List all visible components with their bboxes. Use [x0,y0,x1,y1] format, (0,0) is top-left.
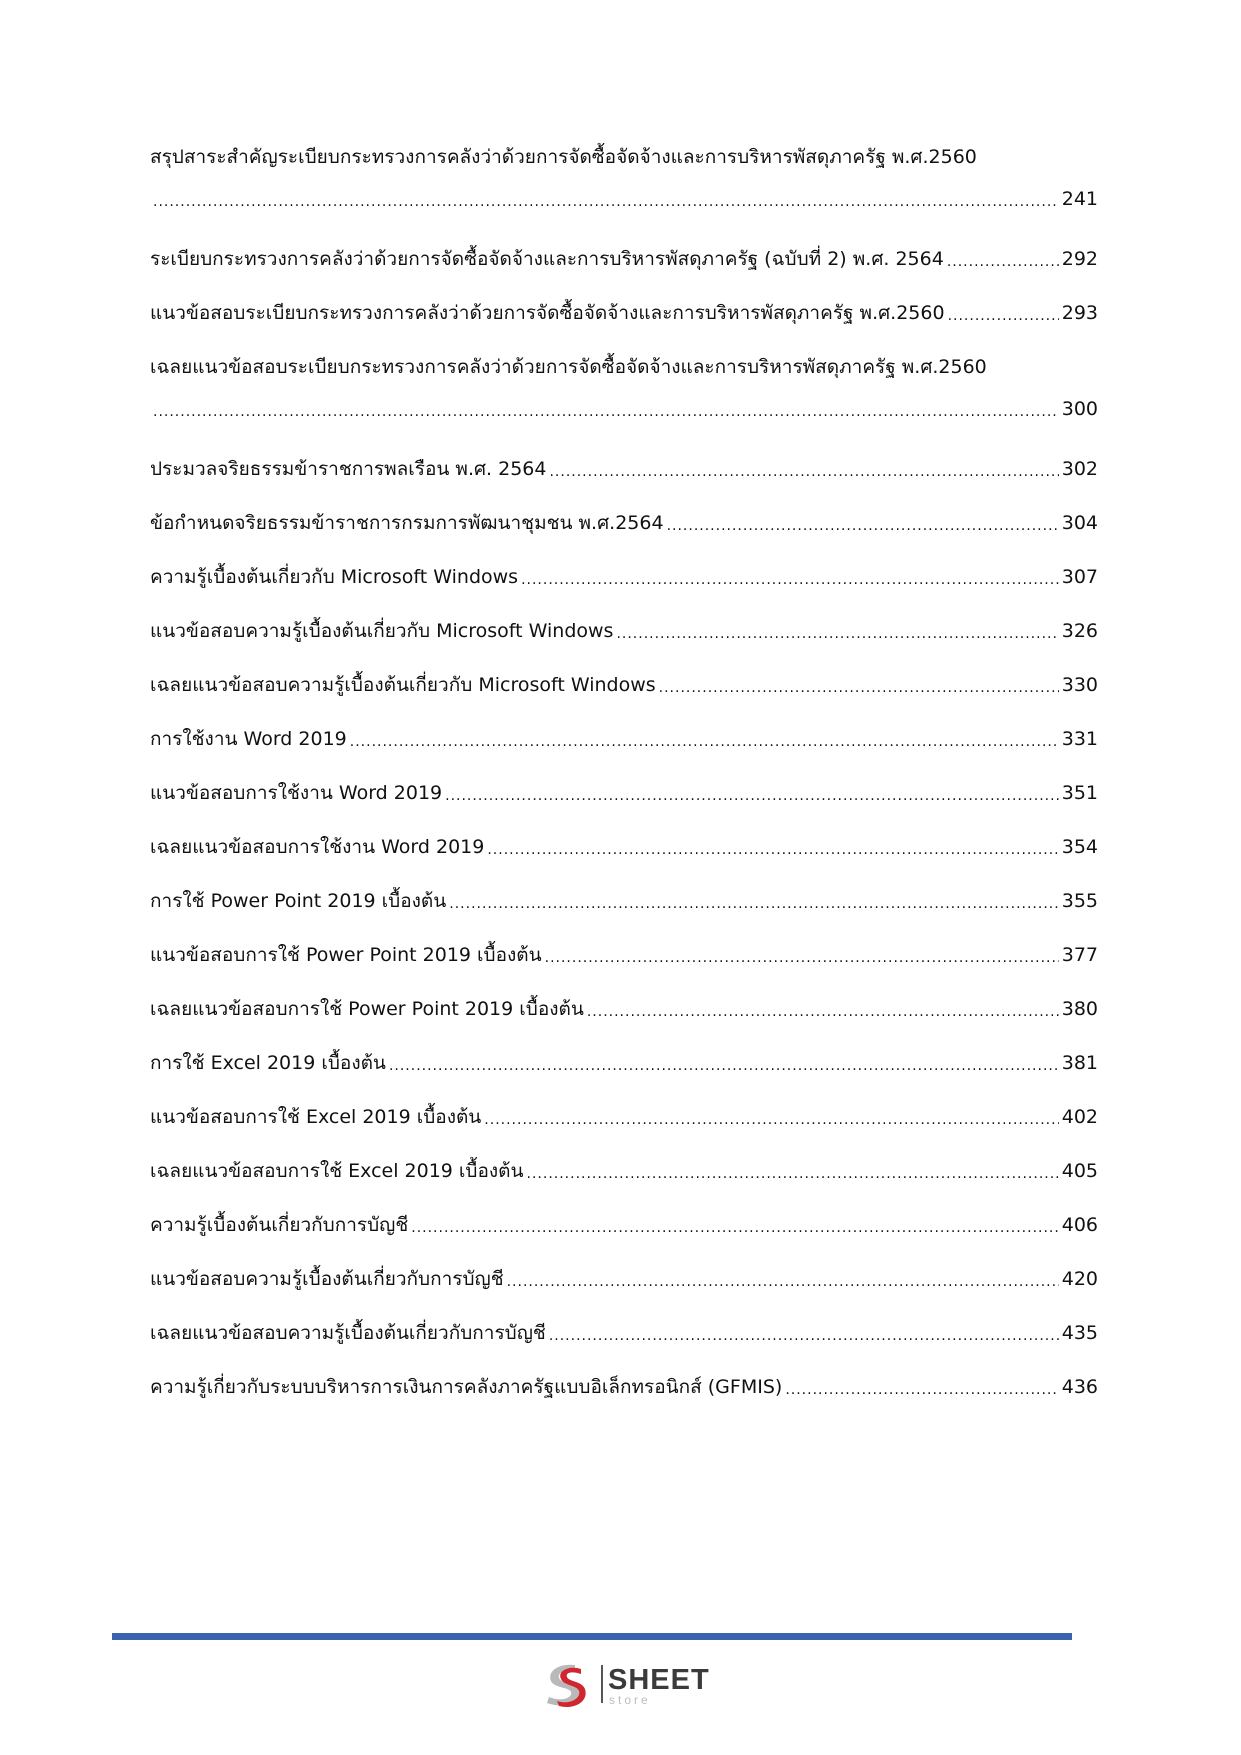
toc-dot-leader [587,1004,1059,1020]
toc-dot-leader [527,1166,1059,1182]
toc-dot-leader [153,404,1059,420]
s-mark-icon [547,1665,586,1707]
toc-page-number: 293 [1061,302,1098,324]
toc-page-number: 307 [1061,566,1098,588]
toc-dot-leader [521,572,1059,588]
toc-entry[interactable] [150,356,1098,420]
toc-page-number: 406 [1061,1214,1098,1236]
toc-entry[interactable] [150,1322,1098,1344]
toc-dot-leader [549,1328,1059,1344]
toc-entry-title: เฉลยแนวข้อสอบการใช้ Power Point 2019 เบื้องต้น [150,998,584,1020]
toc-entry[interactable] [150,674,1098,696]
toc-entry-title: ความรู้เบื้องต้นเกี่ยวกับ Microsoft Windows [150,566,519,588]
toc-page-number: 402 [1061,1106,1098,1128]
toc-entry-title: ระเบียบกระทรวงการคลังว่าด้วยการจัดซื้อจัดจ้างและการบริหารพัสดุภาครัฐ (ฉบับที่ 2) พ.ศ. 2564 [150,248,944,270]
logo-divider [601,1665,603,1703]
toc-entry[interactable] [150,890,1098,912]
toc-entry[interactable] [150,512,1098,534]
footer-rule [112,1633,1072,1640]
toc-entry-title: แนวข้อสอบความรู้เบื้องต้นเกี่ยวกับการบัญชี [150,1268,504,1290]
toc-dot-leader [484,1112,1058,1128]
toc-dot-leader [389,1058,1059,1074]
toc-entry[interactable] [150,458,1098,480]
toc-dot-leader [545,950,1059,966]
toc-entry[interactable] [150,998,1098,1020]
toc-page-number: 435 [1061,1322,1098,1344]
toc-page-number: 354 [1061,836,1098,858]
toc-page-number: 381 [1061,1052,1098,1074]
toc-entry-title: ความรู้เบื้องต้นเกี่ยวกับการบัญชี [150,1214,409,1236]
toc-page-number: 436 [1061,1376,1098,1398]
toc-dot-leader [487,842,1058,858]
toc-entry-title: การใช้งาน Word 2019 [150,728,347,750]
toc-dot-leader [350,734,1059,750]
toc-entry[interactable] [150,1268,1098,1290]
toc-entry[interactable] [150,620,1098,642]
toc-page-number: 380 [1061,998,1098,1020]
toc-dot-leader [948,308,1059,324]
toc-page-number: 241 [1061,188,1098,210]
logo-subtext: store [609,1693,651,1707]
toc-entry[interactable] [150,1106,1098,1128]
toc-entry[interactable] [150,944,1098,966]
toc-entry[interactable] [150,782,1098,804]
toc-entry-title: ความรู้เกี่ยวกับระบบบริหารการเงินการคลังภาครัฐแบบอิเล็กทรอนิกส์ (GFMIS) [150,1376,783,1398]
toc-entry-title: เฉลยแนวข้อสอบระเบียบกระทรวงการคลังว่าด้วยการจัดซื้อจัดจ้างและการบริหารพัสดุภาครัฐ พ.ศ.2560 [150,356,987,378]
toc-entry-title: การใช้ Power Point 2019 เบื้องต้น [150,890,447,912]
toc-dot-leader [549,464,1058,480]
toc-entry-title: แนวข้อสอบการใช้ Excel 2019 เบื้องต้น [150,1106,482,1128]
logo-wordmark: SHEET [608,1664,710,1696]
toc-entry[interactable] [150,566,1098,588]
toc-page-number: 355 [1061,890,1098,912]
toc-dot-leader [153,194,1059,210]
toc-entry-title: เฉลยแนวข้อสอบความรู้เบื้องต้นเกี่ยวกับการบัญชี [150,1322,546,1344]
toc-entry-title: ประมวลจริยธรรมข้าราชการพลเรือน พ.ศ. 2564 [150,458,547,480]
toc-page-number: 292 [1061,248,1098,270]
toc-dot-leader [616,626,1058,642]
toc-entry-title: เฉลยแนวข้อสอบความรู้เบื้องต้นเกี่ยวกับ Microsoft Windows [150,674,656,696]
toc-entry[interactable] [150,146,1098,210]
toc-entry-title: ข้อกำหนดจริยธรรมข้าราชการกรมการพัฒนาชุมชน พ.ศ.2564 [150,512,664,534]
toc-entry-title: เฉลยแนวข้อสอบการใช้งาน Word 2019 [150,836,485,858]
toc-page-number: 302 [1061,458,1098,480]
toc-entry-title: แนวข้อสอบระเบียบกระทรวงการคลังว่าด้วยการจัดซื้อจัดจ้างและการบริหารพัสดุภาครัฐ พ.ศ.2560 [150,302,945,324]
toc-dot-leader [445,788,1059,804]
toc-page-number: 326 [1061,620,1098,642]
toc-dot-leader [785,1382,1058,1398]
toc-entry[interactable] [150,836,1098,858]
toc-dot-leader [659,680,1059,696]
toc-entry-title: แนวข้อสอบการใช้งาน Word 2019 [150,782,443,804]
toc-page-number: 304 [1061,512,1098,534]
toc-page-number: 377 [1061,944,1098,966]
toc-entry[interactable] [150,248,1098,270]
toc-dot-leader [411,1220,1058,1236]
toc-entry[interactable] [150,1214,1098,1236]
toc-entry-title: เฉลยแนวข้อสอบการใช้ Excel 2019 เบื้องต้น [150,1160,524,1182]
toc-entry-title: แนวข้อสอบการใช้ Power Point 2019 เบื้องต้น [150,944,542,966]
toc-dot-leader [507,1274,1059,1290]
toc-page-number: 405 [1061,1160,1098,1182]
toc-entry-title: แนวข้อสอบความรู้เบื้องต้นเกี่ยวกับ Microsoft Windows [150,620,614,642]
toc-dot-leader [449,896,1058,912]
toc-entry[interactable] [150,1052,1098,1074]
toc-page-number: 351 [1061,782,1098,804]
toc-page-number: 300 [1061,398,1098,420]
toc-entry-title: การใช้ Excel 2019 เบื้องต้น [150,1052,386,1074]
toc-page-number: 331 [1061,728,1098,750]
toc-dot-leader [947,254,1059,270]
toc-entry[interactable] [150,1376,1098,1398]
toc-entry[interactable] [150,728,1098,750]
toc-entry-title: สรุปสาระสำคัญระเบียบกระทรวงการคลังว่าด้วยการจัดซื้อจัดจ้างและการบริหารพัสดุภาครัฐ พ.ศ.2560 [150,146,977,168]
toc-page-number: 420 [1061,1268,1098,1290]
toc-entry[interactable] [150,1160,1098,1182]
toc-entry[interactable] [150,302,1098,324]
toc-page-number: 330 [1061,674,1098,696]
toc-dot-leader [667,518,1059,534]
